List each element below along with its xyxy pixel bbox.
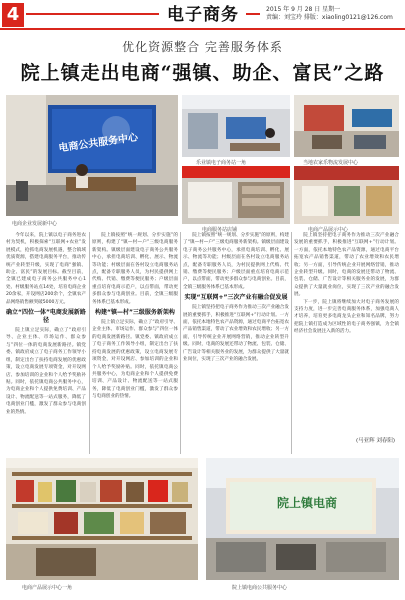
photo-logistics-top [294, 95, 399, 157]
photo-caption-center: 电商企业发展新中心 [12, 221, 58, 227]
photo-service-center [6, 95, 178, 216]
article-paragraph: 下一步，院上镇将继续加大对电子商务发展的支持力度，进一步完善电商服务体系，加强电商人才培养，培育更多电商龙头企业和知名品牌，努力把院上镇打造成为区域性的电子商务强镇，为全镇经济社会发展注入新的活力。 [294, 299, 399, 335]
masthead-rule [0, 28, 405, 30]
article-paragraph: 院上镇坚持把电子商务作为推动三次产业融合发展的重要抓手，积极推进“互联网+”行动计划。一方面，依托本地特色农产品资源，通过电商平台拓宽农产品销售渠道，带动了农业增效和农民增收；另一方面，引导传统企业开展网络营销，推动企业转型升级。同时，电商的发展还带动了物流、包装、仓储、广告设计等相关服务业的发展，为群众提供了大量就业岗位，实现了三次产业的融合发展。 [294, 233, 399, 298]
photo-station-shop [182, 166, 290, 224]
photo-station-top [182, 95, 290, 157]
photo-caption-bottom-right: 院上镇电商公共服务中心 [232, 585, 288, 591]
photo-product-shelves [6, 458, 198, 580]
column-divider [89, 232, 90, 454]
article-subhead: 优化资源整合 完善服务体系 [122, 40, 283, 54]
article-column-1 [6, 232, 86, 457]
exterior-banner: 院上镇电商 [276, 496, 337, 510]
article-paragraph: 今年以来，院上镇以电子商务进农村为契机，积极探索“互联网+农业”发展模式，抢抓电商发展机遇，整合镇域优质资源，搭建电商服务平台，推动传统产业转型升级，实现了电商“强镇、助企、富民”的发展目标。截至目前，全镇已建成电子商务公共服务中心1处、村级服务站点14处，培育电商企业20余家，开设网店200余个，全镇农产品网络销售额突破5000万元。 [6, 233, 86, 305]
masthead-bar-right [246, 8, 260, 20]
article-author: (马亚辉 刘春阳) [356, 438, 396, 444]
article-column-4 [294, 232, 399, 432]
article-paragraph: 院上镇立足实际，确立了“政府引导、企业主体、市场运作、群众参与”四位一体的电商发展新路径。镇党委、镇政府成立了电子商务工作领导小组，制定出台了扶持电商发展的优惠政策，设立电商发展专项资金，对开设网店、参加培训的企业和个人给予奖励补贴。同时，依托镇电商公共服务中心，为电商企业和个人提供免费培训、产品设计、物流配送等一站式服务，降低了电商创业门槛，激发了群众参与电商创业的热情。 [6, 328, 86, 415]
masthead [0, 0, 405, 30]
service-center-sign: 电商公共服务中心 [57, 132, 139, 155]
column-divider [291, 232, 292, 454]
article-subheading-1: 确立“四位一体”电商发展新路径 [6, 309, 86, 325]
section-title: 电子商务 [167, 5, 239, 25]
photo-caption-bottom-left: 电商产品展示中心一角 [22, 585, 73, 591]
article-paragraph: 院上镇坚持把电子商务作为推动三次产业融合发展的重要抓手，积极推进“互联网+”行动计划。一方面，依托本地特色农产品资源，通过电商平台拓宽农产品销售渠道，带动了农业增效和农民增收；另一方面，引导传统企业开展网络营销，推动企业转型升级。同时，电商的发展还带动了物流、包装、仓储、广告设计等相关服务业的发展，为群众提供了大量就业岗位，实现了三次产业的融合发展。 [183, 305, 289, 363]
article-paragraph: 院上镇按照“统一规划、分步实施”的原则，构建了“镇—村—户”三级电商服务新架构。镇级层面建设电子商务公共服务中心，承担电商培训、孵化、展示、物流等功能；村级层面在各村设立电商服务站点，配备专职服务人员，为村民提供网上代购、代销、缴费等便民服务；户级层面重点培育电商示范户，以点带面，带动更多群众参与电商创业。目前，全镇三级服务体系已基本形成。 [183, 233, 289, 290]
article-subheading-3: 实现“互联网+”三次产业有融合促发展 [184, 294, 288, 302]
photo-caption-top-mid: 乐业镇电子商务站一角 [196, 160, 247, 166]
photo-caption-top-right: 当地农家乐物流发展中心 [303, 160, 359, 166]
article-paragraph: 院上镇按照“统一规划、分步实施”的原则，构建了“镇—村—户”三级电商服务新架构。镇级层面建设电子商务公共服务中心，承担电商培训、孵化、展示、物流等功能；村级层面在各村设立电商服务站点，配备专职服务人员，为村民提供网上代购、代销、缴费等便民服务；户级层面重点培育电商示范户，以点带面，带动更多群众参与电商创业。目前，全镇三级服务体系已基本形成。 [92, 233, 178, 305]
article-subheading-2: 构建“镇—村”三级服务新架构 [95, 309, 175, 317]
article-column-3 [183, 232, 289, 457]
masthead-bar-left [26, 8, 159, 20]
article-paragraph: 院上镇立足实际，确立了“政府引导、企业主体、市场运作、群众参与”四位一体的电商发展新路径。镇党委、镇政府成立了电子商务工作领导小组，制定出台了扶持电商发展的优惠政策，设立电商发展专项资金，对开设网店、参加培训的企业和个人给予奖励补贴。同时，依托镇电商公共服务中心，为电商企业和个人提供免费培训、产品设计、物流配送等一站式服务，降低了电商创业门槛，激发了群众参与电商创业的热情。 [92, 320, 178, 400]
photo-caption-mid-right: 电商产品展示中心 [308, 227, 349, 233]
editor-info: 责编：刘宝玲 排版：xiaoling0121@126.com [266, 14, 393, 21]
page-number: 4 [2, 3, 24, 27]
photo-caption-mid-mid: 电商服务站店铺 [202, 227, 238, 233]
issue-date: 2015 年 9 月 28 日 星期一 [266, 6, 341, 13]
photo-product-center [294, 166, 399, 224]
article-column-2 [92, 232, 178, 457]
column-divider [180, 232, 181, 454]
photo-service-center-exterior [206, 458, 399, 580]
article-headline: 院上镇走出电商“强镇、助企、富民”之路 [20, 62, 385, 84]
